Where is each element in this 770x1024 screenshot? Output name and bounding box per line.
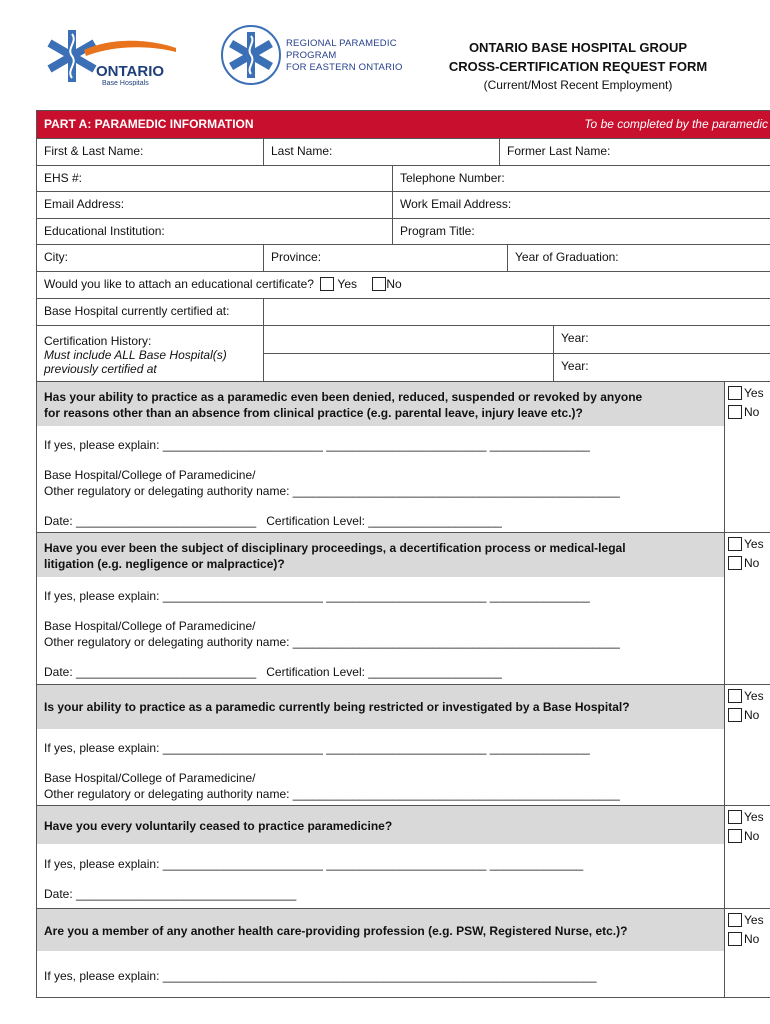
part-a-note: To be completed by the paramedic (584, 117, 768, 131)
q4-date-line[interactable]: Date: _________________________________ (44, 887, 297, 901)
ontario-base-hospitals-logo (44, 26, 184, 86)
title-line1: ONTARIO BASE HOSPITAL GROUP (468, 40, 688, 55)
question-3-text: Is your ability to practice as a paramedic currently being restricted or investigated by a Base Hospital? (37, 685, 724, 729)
question-5-text: Are you a member of any another health care-providing profession (e.g. PSW, Registered Nurse, etc.)? (37, 909, 724, 951)
q3-yes-no: Yes No (724, 685, 770, 806)
question-4-text: Have you every voluntarily ceased to practice paramedicine? (37, 806, 724, 844)
certification-history-row (37, 326, 770, 382)
q1-explain-line[interactable]: If yes, please explain: ________________________ ________________________ _______________ (44, 438, 590, 452)
q5-no-checkbox[interactable] (728, 932, 742, 946)
q4-yes-no: Yes No (724, 806, 770, 909)
cert-history-hospital-1[interactable] (263, 326, 553, 354)
names-row (37, 139, 770, 166)
q1-no-checkbox[interactable] (728, 405, 742, 419)
province-field[interactable]: Province: (263, 245, 507, 271)
q2-yes-checkbox[interactable] (728, 537, 742, 551)
cert-history-note2: previously certified at (44, 362, 157, 376)
q2-date-level-line[interactable]: Date: ___________________________ Certification Level: ____________________ (44, 665, 502, 679)
q2-yes-no: Yes No (724, 533, 770, 685)
q3-no-checkbox[interactable] (728, 708, 742, 722)
cert-history-label: Certification History: (44, 334, 152, 348)
part-a-header (37, 111, 770, 139)
q5-yes-no: Yes No (724, 909, 770, 997)
base-hospital-label: Base Hospital currently certified at: (44, 304, 230, 318)
q3-explain-line[interactable]: If yes, please explain: ________________________ ________________________ _______________ (44, 741, 590, 755)
cert-history-note1: Must include ALL Base Hospital(s) (44, 348, 227, 362)
paramedic-form (36, 110, 770, 998)
base-hospital-field[interactable] (263, 299, 770, 325)
svg-text:Base Hospitals: Base Hospitals (102, 80, 149, 86)
title-line3: (Current/Most Recent Employment) (483, 78, 673, 92)
form-title (428, 38, 728, 95)
title-line2: CROSS-CERTIFICATION REQUEST FORM (448, 59, 708, 74)
q4-explain-line[interactable]: If yes, please explain: ________________________ ________________________ ______________ (44, 857, 584, 871)
work-email-field[interactable]: Work Email Address: (392, 192, 770, 218)
logo-text-line2: FOR EASTERN ONTARIO (286, 62, 403, 73)
first-last-name-field[interactable]: First & Last Name: (44, 144, 144, 158)
logo-text-line1: REGIONAL PARAMEDIC PROGRAM (286, 38, 397, 61)
q4-no-checkbox[interactable] (728, 829, 742, 843)
program-title-field[interactable]: Program Title: (392, 219, 770, 244)
question-1-block (37, 382, 770, 533)
q2-authority-line[interactable]: Base Hospital/College of Paramedicine/ Other regulatory or delegating authority name: _________________________________________________ (44, 619, 620, 649)
question-4-block (37, 806, 770, 909)
q5-yes-checkbox[interactable] (728, 913, 742, 927)
ehs-phone-row (37, 166, 770, 192)
graduation-year-field[interactable]: Year of Graduation: (507, 245, 770, 271)
cert-history-year-1[interactable]: Year: (553, 326, 770, 354)
attach-certificate-row: Would you like to attach an educational certificate? Yes No (37, 272, 770, 299)
q1-yes-checkbox[interactable] (728, 386, 742, 400)
question-5-block (37, 909, 770, 997)
q4-yes-checkbox[interactable] (728, 810, 742, 824)
q2-no-checkbox[interactable] (728, 556, 742, 570)
q1-date-level-line[interactable]: Date: ___________________________ Certification Level: ____________________ (44, 514, 502, 528)
q1-yes-no: Yes No (724, 382, 770, 533)
last-name-field[interactable]: Last Name: (263, 139, 499, 165)
base-hospital-row (37, 299, 770, 326)
city-row (37, 245, 770, 272)
cert-history-hospital-2[interactable] (263, 354, 553, 382)
telephone-field[interactable]: Telephone Number: (392, 166, 770, 191)
question-1-text: Has your ability to practice as a paramedic even been denied, reduced, suspended or revoked by anyone for reasons other than an absence from clinical practice (e.g. parental leave, injury leave etc.)? (37, 382, 724, 426)
q2-explain-line[interactable]: If yes, please explain: ________________________ ________________________ _______________ (44, 589, 590, 603)
q3-yes-checkbox[interactable] (728, 689, 742, 703)
question-2-block (37, 533, 770, 685)
attach-no-checkbox[interactable] (372, 277, 386, 291)
former-last-name-field[interactable]: Former Last Name: (499, 139, 770, 165)
email-field[interactable]: Email Address: (44, 197, 125, 211)
attach-question: Would you like to attach an educational certificate? (44, 277, 314, 291)
svg-text:ONTARIO: ONTARIO (96, 63, 165, 80)
cert-history-year-2[interactable]: Year: (553, 354, 770, 382)
city-field[interactable]: City: (44, 250, 68, 264)
question-2-text: Have you ever been the subject of disciplinary proceedings, a decertification process or medical-legal litigation (e.g. negligence or malpractice)? (37, 533, 724, 577)
regional-paramedic-program-logo (220, 24, 440, 84)
email-row (37, 192, 770, 219)
q3-authority-line[interactable]: Base Hospital/College of Paramedicine/ Other regulatory or delegating authority name: _________________________________________________ (44, 771, 620, 801)
q5-explain-line[interactable]: If yes, please explain: _________________________________________________________________ (44, 969, 597, 983)
part-a-title: PART A: PARAMEDIC INFORMATION (44, 117, 254, 131)
page-header (0, 0, 770, 108)
educational-institution-field[interactable]: Educational Institution: (44, 224, 165, 238)
ehs-number-field[interactable]: EHS #: (44, 171, 83, 185)
attach-yes-checkbox[interactable] (320, 277, 334, 291)
q1-authority-line[interactable]: Base Hospital/College of Paramedicine/ Other regulatory or delegating authority name: _________________________________________________ (44, 468, 620, 498)
question-3-block (37, 685, 770, 806)
education-row (37, 219, 770, 245)
